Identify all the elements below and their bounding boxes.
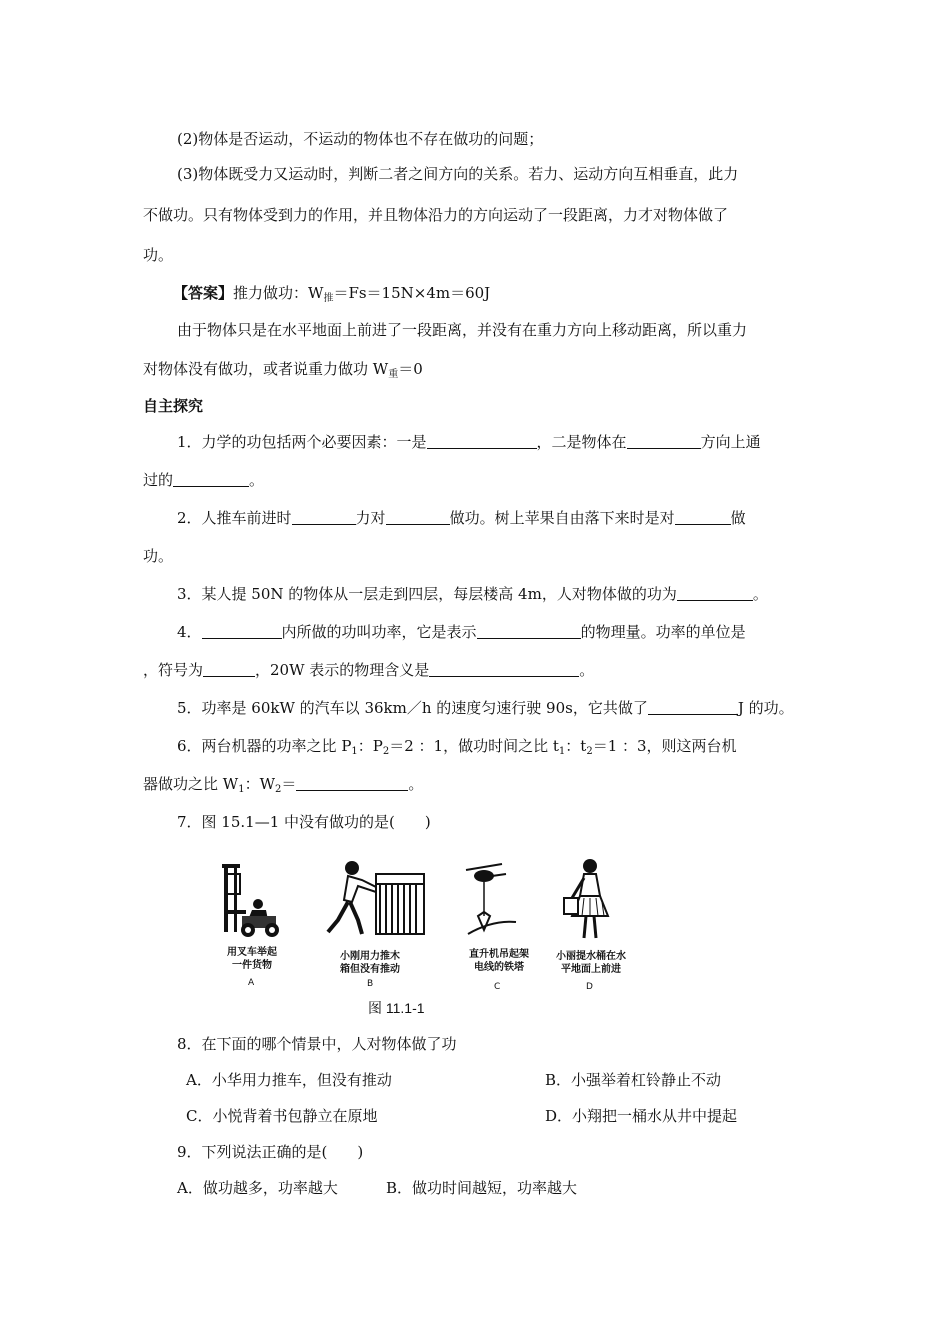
q6-text-e: ＝1 ：3，则这两台机 bbox=[592, 737, 737, 755]
q6-text-b: ：P bbox=[357, 737, 383, 755]
q1-text-e: 。 bbox=[249, 471, 265, 489]
figure-letter-B: B bbox=[367, 979, 374, 989]
q1-blank-3[interactable] bbox=[173, 471, 249, 487]
figure-pushing-box-illustration bbox=[318, 858, 428, 940]
q2-text-a: 2．人推车前进时 bbox=[177, 509, 292, 527]
question-5 bbox=[177, 698, 794, 718]
answer-subscript: 推 bbox=[323, 293, 334, 304]
question-1-line2 bbox=[143, 470, 264, 490]
q1-text-b: ，二是物体在 bbox=[536, 433, 627, 451]
q2-text-b: 力对 bbox=[355, 509, 386, 527]
q4-blank-3[interactable] bbox=[203, 661, 255, 677]
question-1-line1 bbox=[177, 432, 761, 452]
q4-blank-4[interactable] bbox=[429, 661, 579, 677]
figure-girl-bucket-illustration bbox=[560, 858, 616, 942]
caption-D-line1: 小丽提水桶在水 bbox=[556, 951, 626, 962]
caption-C-line1: 直升机吊起架 bbox=[469, 949, 529, 960]
caption-A-line2: 一件货物 bbox=[232, 960, 272, 971]
q9-option-B[interactable]: B．做功时间越短，功率越大 bbox=[386, 1179, 578, 1197]
question-6-line1 bbox=[177, 736, 737, 762]
q1-blank-2[interactable] bbox=[627, 433, 701, 449]
question-2-line1 bbox=[177, 508, 746, 528]
figure-letter-A: A bbox=[248, 978, 255, 988]
q6-text-i: 。 bbox=[408, 775, 424, 793]
q1-text-c: 方向上通 bbox=[700, 433, 761, 451]
figure-caption-B bbox=[322, 950, 418, 976]
q3-text-a: 3．某人提 50N 的物体从一层走到四层，每层楼高 4m，人对物体做的功为 bbox=[177, 585, 677, 603]
q6-sub-1: 1 bbox=[351, 746, 358, 757]
figure-caption-D bbox=[544, 950, 638, 976]
paragraph-point-3-line3: 功。 bbox=[143, 246, 174, 264]
question-2-line2: 功。 bbox=[143, 547, 174, 565]
q6-sub-2: 2 bbox=[382, 746, 390, 757]
q5-text-b: J 的功。 bbox=[737, 699, 794, 717]
q4-blank-1[interactable] bbox=[202, 623, 282, 639]
q2-text-d: 做 bbox=[730, 509, 746, 527]
paragraph-point-2: (2)物体是否运动，不运动的物体也不存在做功的问题； bbox=[177, 130, 544, 148]
question-9: 9．下列说法正确的是( ) bbox=[177, 1143, 364, 1161]
q4-blank-2[interactable] bbox=[477, 623, 581, 639]
q6-text-a: 6．两台机器的功率之比 P bbox=[177, 737, 352, 755]
q2-blank-2[interactable] bbox=[386, 509, 450, 525]
answer-line bbox=[173, 283, 490, 309]
answer-explanation-line2 bbox=[143, 359, 423, 385]
q6-text-g: ：W bbox=[244, 775, 275, 793]
figure-caption-C bbox=[456, 948, 542, 974]
q4-text-a: 4． bbox=[177, 623, 202, 641]
q2-blank-1[interactable] bbox=[292, 509, 356, 525]
q3-blank-1[interactable] bbox=[677, 585, 753, 601]
caption-B-line1: 小刚用力推木 bbox=[340, 951, 400, 962]
question-6-line2 bbox=[143, 774, 423, 800]
section-title: 自主探究 bbox=[143, 397, 204, 415]
q2-blank-3[interactable] bbox=[675, 509, 731, 525]
q6-text-c: ＝2 ：1，做功时间之比 t bbox=[389, 737, 559, 755]
q1-text-d: 过的 bbox=[143, 471, 174, 489]
answer-explanation-text: 对物体没有做功，或者说重力做功 W bbox=[143, 360, 389, 378]
answer-label: 【答案】 bbox=[173, 284, 234, 302]
caption-D-line2: 平地面上前进 bbox=[561, 964, 621, 975]
q4-text-d: ，符号为 bbox=[143, 661, 204, 679]
caption-C-line2: 电线的铁塔 bbox=[474, 962, 524, 973]
question-8: 8．在下面的哪个情景中，人对物体做了功 bbox=[177, 1035, 457, 1053]
figure-helicopter-tower-illustration bbox=[462, 860, 522, 940]
answer-formula-end: ＝Fs＝15N×4m＝60J bbox=[333, 284, 491, 302]
answer-explanation-end: ＝0 bbox=[398, 360, 423, 378]
q6-text-d: ：t bbox=[565, 737, 587, 755]
q2-text-c: 做功。树上苹果自由落下来时是对 bbox=[449, 509, 675, 527]
q5-text-a: 5．功率是 60kW 的汽车以 36km／h 的速度匀速行驶 90s，它共做了 bbox=[177, 699, 648, 717]
answer-explanation-line1: 由于物体只是在水平地面上前进了一段距离，并没有在重力方向上移动距离，所以重力 bbox=[177, 321, 748, 339]
caption-B-line2: 箱但没有推动 bbox=[340, 964, 400, 975]
q6-text-f: 器做功之比 W bbox=[143, 775, 239, 793]
question-4-line2 bbox=[143, 660, 594, 680]
q6-sub-5: 1 bbox=[238, 784, 245, 795]
q8-option-B[interactable]: B．小强举着杠铃静止不动 bbox=[545, 1071, 722, 1089]
answer-explanation-subscript: 重 bbox=[388, 369, 399, 380]
figure-letter-D: D bbox=[586, 982, 593, 992]
q6-sub-6: 2 bbox=[274, 784, 282, 795]
q1-blank-1[interactable] bbox=[427, 433, 537, 449]
q4-text-b: 内所做的功叫功率，它是表示 bbox=[281, 623, 477, 641]
answer-formula-start: 推力做功：W bbox=[233, 284, 324, 302]
q4-text-c: 的物理量。功率的单位是 bbox=[580, 623, 746, 641]
q6-text-h: ＝ bbox=[281, 775, 297, 793]
q6-blank-1[interactable] bbox=[296, 775, 408, 791]
caption-A-line1: 用叉车举起 bbox=[227, 947, 277, 958]
q6-sub-3: 1 bbox=[558, 746, 566, 757]
q8-option-A[interactable]: A．小华用力推车，但没有推动 bbox=[186, 1071, 392, 1089]
q5-blank-1[interactable] bbox=[648, 699, 738, 715]
figure-caption-A bbox=[212, 946, 292, 972]
q6-sub-4: 2 bbox=[586, 746, 593, 757]
q4-text-e: ，20W 表示的物理含义是 bbox=[255, 661, 430, 679]
q4-text-f: 。 bbox=[579, 661, 595, 679]
paragraph-point-3-line2: 不做功。只有物体受到力的作用，并且物体沿力的方向运动了一段距离，力才对物体做了 bbox=[143, 206, 729, 224]
paragraph-point-3-line1: (3)物体既受力又运动时，判断二者之间方向的关系。若力、运动方向互相垂直，此力 bbox=[177, 165, 739, 183]
q3-text-b: 。 bbox=[752, 585, 768, 603]
q8-option-D[interactable]: D．小翔把一桶水从井中提起 bbox=[545, 1107, 738, 1125]
question-7: 7．图 15.1—1 中没有做功的是( ) bbox=[177, 813, 431, 831]
q1-text-a: 1．力学的功包括两个必要因素：一是 bbox=[177, 433, 427, 451]
figure-title: 图 11.1-1 bbox=[368, 1000, 425, 1016]
q9-option-A[interactable]: A．做功越多，功率越大 bbox=[177, 1179, 338, 1197]
q8-option-C[interactable]: C．小悦背着书包静立在原地 bbox=[186, 1107, 378, 1125]
figure-letter-C: C bbox=[494, 982, 501, 992]
figure-forklift-illustration bbox=[218, 860, 286, 940]
question-4-line1 bbox=[177, 622, 746, 642]
question-3 bbox=[177, 584, 768, 604]
